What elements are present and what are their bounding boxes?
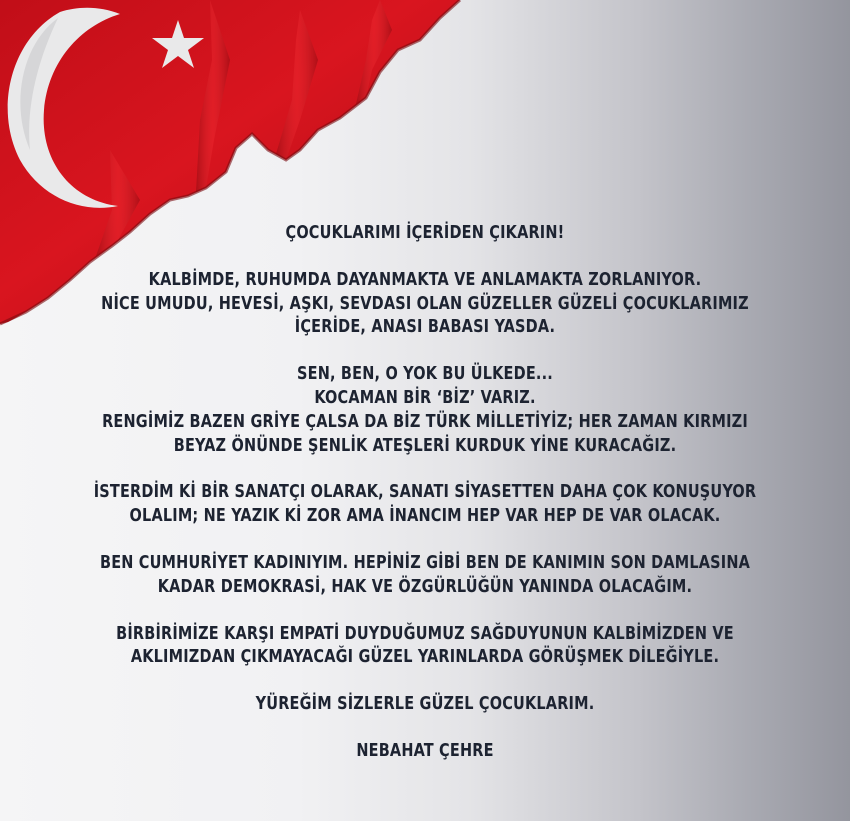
letter-line: KADAR DEMOKRASİ, HAK VE ÖZGÜRLÜĞÜN YANINDA OLACAĞIM.	[157, 576, 693, 597]
letter-line: İSTERDİM Kİ BİR SANATÇI OLARAK, SANATI SİYASETTEN DAHA ÇOK KONUŞUYOR	[93, 482, 757, 503]
paragraph-5	[0, 623, 850, 671]
letter-line: YÜREĞİM SİZLERLE GÜZEL ÇOCUKLARIM.	[255, 694, 595, 715]
letter-line: AKLIMIZDAN ÇIKMAYACAĞI GÜZEL YARINLARDA GÖRÜŞMEK DİLEĞİYLE.	[130, 647, 720, 668]
letter-line: İÇERİDE, ANASI BABASI YASDA.	[294, 317, 556, 338]
letter-line: RENGİMİZ BAZEN GRİYE ÇALSA DA BİZ TÜRK MİLLETİYİZ; HER ZAMAN KIRMIZI	[102, 411, 748, 432]
letter-line: KALBİMDE, RUHUMDA DAYANMAKTA VE ANLAMAKTA ZORLANIYOR.	[148, 269, 702, 290]
letter-line: KOCAMAN BİR ‘BİZ’ VARIZ.	[314, 387, 536, 408]
open-letter	[0, 222, 850, 764]
letter-line: BEN CUMHURİYET KADINIYIM. HEPİNİZ GİBİ BEN DE KANIMIN SON DAMLASINA	[99, 552, 751, 573]
letter-line: SEN, BEN, O YOK BU ÜLKEDE...	[297, 364, 553, 385]
letter-line: BEYAZ ÖNÜNDE ŞENLİK ATEŞLERİ KURDUK YİNE KURACAĞIZ.	[173, 435, 677, 456]
paragraph-6	[0, 693, 850, 717]
letter-line: NİCE UMUDU, HEVESİ, AŞKI, SEVDASI OLAN GÜZELLER GÜZELİ ÇOCUKLARIMIZ	[101, 293, 749, 314]
signature: NEBAHAT ÇEHRE	[356, 740, 494, 761]
paragraph-2	[0, 363, 850, 458]
letter-line: BİRBİRİMİZE KARŞI EMPATİ DUYDUĞUMUZ SAĞDUYUNUN KALBİMİZDEN VE	[116, 623, 734, 644]
paragraph-1	[0, 269, 850, 340]
letter-title: ÇOCUKLARIMI İÇERİDEN ÇIKARIN!	[285, 223, 565, 243]
paragraph-3	[0, 481, 850, 529]
paragraph-4	[0, 552, 850, 600]
letter-line: OLALIM; NE YAZIK Kİ ZOR AMA İNANCIM HEP VAR HEP DE VAR OLACAK.	[129, 506, 721, 527]
